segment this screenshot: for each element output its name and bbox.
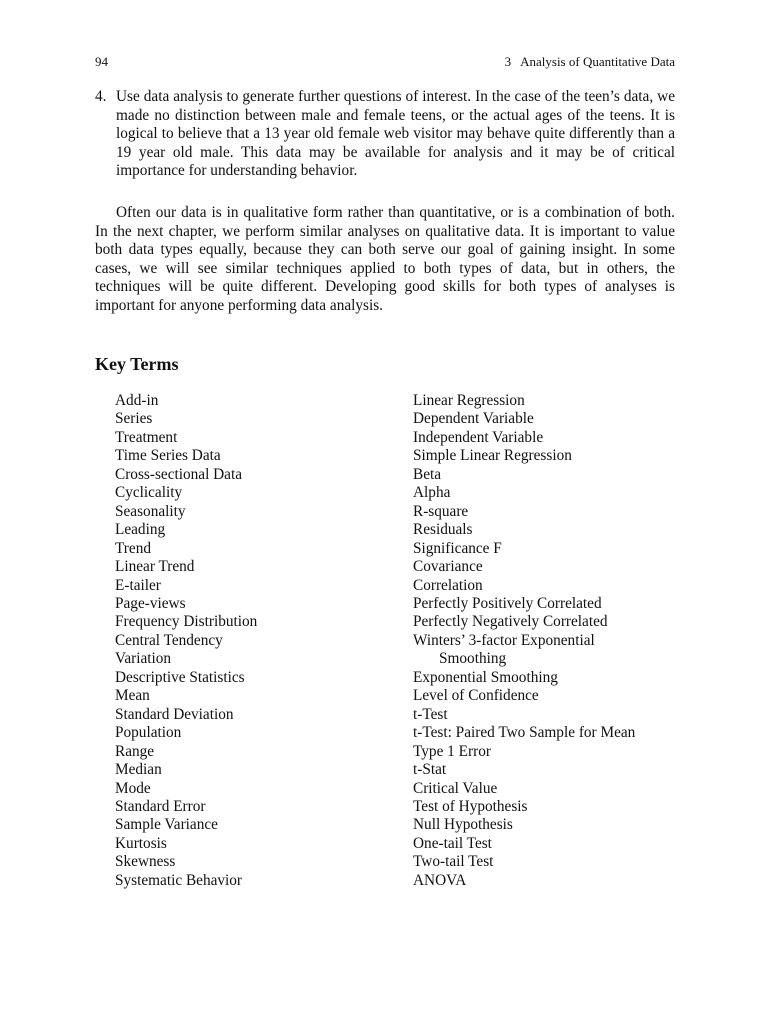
key-term: Test of Hypothesis — [413, 797, 528, 815]
key-term: Cross-sectional Data — [115, 465, 243, 483]
key-term: Independent Variable — [413, 428, 544, 446]
key-term: Kurtosis — [115, 834, 167, 852]
list-item-number: 4. — [95, 88, 107, 105]
book-page — [95, 0, 675, 1024]
key-term: Standard Deviation — [115, 705, 234, 723]
key-term: Sample Variance — [115, 816, 218, 834]
key-term: Alpha — [413, 484, 451, 502]
key-terms-heading: Key Terms — [95, 354, 179, 374]
key-term: Dependent Variable — [413, 410, 534, 428]
key-term: ANOVA — [413, 871, 467, 889]
key-term: Residuals — [413, 521, 473, 539]
key-term: Trend — [115, 539, 151, 557]
key-term: Seasonality — [115, 502, 186, 520]
key-term: Smoothing — [439, 650, 507, 668]
key-term: Population — [115, 724, 182, 742]
key-term: Beta — [413, 465, 442, 483]
key-term: Type 1 Error — [413, 742, 491, 760]
key-term: Systematic Behavior — [115, 871, 243, 889]
page-number: 94 — [95, 54, 108, 69]
key-term: Variation — [115, 650, 172, 668]
key-term: R-square — [413, 502, 469, 520]
key-term: Significance F — [413, 539, 502, 557]
key-term: t-Stat — [413, 761, 447, 779]
key-term: Series — [115, 410, 153, 428]
key-term: Perfectly Negatively Correlated — [413, 613, 608, 631]
key-term: E-tailer — [115, 576, 161, 594]
key-term: Add-in — [115, 392, 159, 409]
key-term: Treatment — [115, 428, 178, 446]
key-term: Null Hypothesis — [413, 816, 513, 834]
key-term: Skewness — [115, 853, 176, 871]
key-term: One-tail Test — [413, 834, 492, 852]
key-term: Median — [115, 761, 162, 779]
key-term: Linear Trend — [115, 558, 195, 576]
key-term: Correlation — [413, 576, 483, 594]
key-term: Range — [115, 742, 155, 760]
key-term: Standard Error — [115, 797, 206, 815]
chapter-title: 3 Analysis of Quantitative Data — [504, 54, 675, 69]
key-term: Linear Regression — [413, 392, 525, 409]
numbered-list-item — [95, 88, 675, 181]
key-term: Cyclicality — [115, 484, 183, 502]
key-term: Mean — [115, 687, 150, 705]
key-term: Exponential Smoothing — [413, 668, 558, 686]
key-term: Critical Value — [413, 779, 498, 797]
key-term: Central Tendency — [115, 631, 223, 649]
list-item-text: Use data analysis to generate further questions of interest. In the case of the teen’s data, we made no distinction between male and female teens, or the actual ages of the teens. It is logical to believe that a 13 year old female web visitor may behave quite differently than a 19 year old male. This data may be available for analysis and it may be of critical importance for understanding behavior. — [116, 88, 675, 179]
key-term: Simple Linear Regression — [413, 447, 572, 465]
key-term: Mode — [115, 779, 151, 797]
key-term: Two-tail Test — [413, 853, 494, 871]
key-term: t-Test — [413, 705, 448, 723]
key-term: Page-views — [115, 594, 186, 612]
key-term: Leading — [115, 521, 166, 539]
key-term: t-Test: Paired Two Sample for Mean — [413, 724, 636, 742]
key-term: Level of Confidence — [413, 687, 539, 705]
body-paragraph: Often our data is in qualitative form rather than quantitative, or is a combination of both. In the next chapter, we perform similar analyses on qualitative data. It is important to value both data types equally, because they can both serve our goal of gaining insight. In some cases, we will see similar techniques applied to both types of data, but in others, the techniques will be quite different. Developing good skills for both types of analyses is important for anyone performing data analysis. — [95, 204, 675, 314]
key-term: Covariance — [413, 558, 483, 576]
key-term: Time Series Data — [115, 447, 221, 465]
key-terms-right-column — [413, 392, 635, 890]
key-term: Winters’ 3-factor Exponential — [413, 631, 595, 649]
key-term: Descriptive Statistics — [115, 668, 245, 686]
key-terms-left-column — [115, 392, 257, 890]
key-term: Perfectly Positively Correlated — [413, 594, 602, 612]
key-term: Frequency Distribution — [115, 613, 258, 631]
